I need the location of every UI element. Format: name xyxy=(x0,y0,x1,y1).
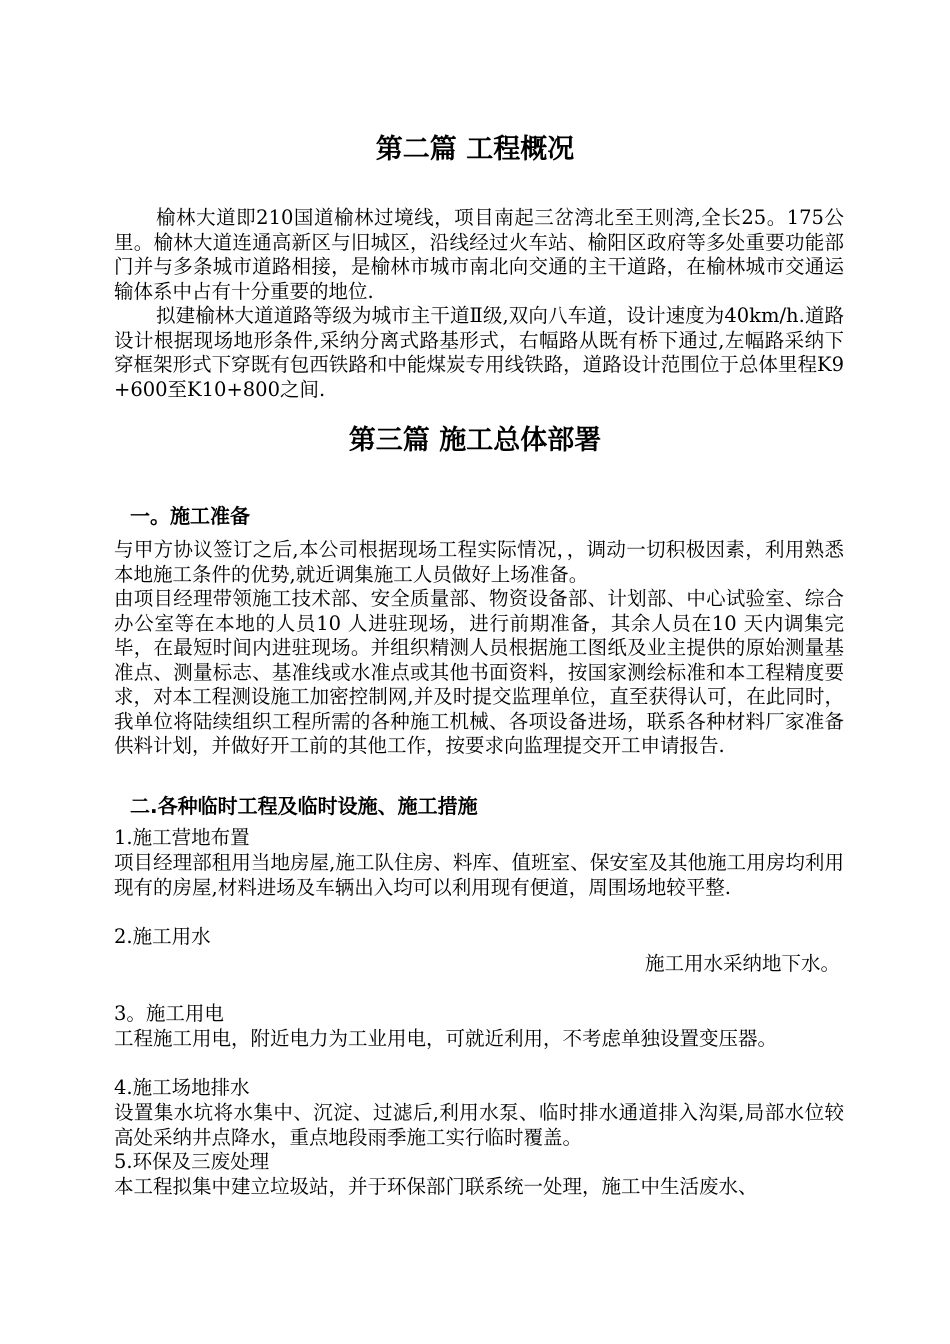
part2-paragraph-1: 榆林大道即210国道榆林过境线，项目南起三岔湾北至王则湾,全长25。175公里。榆林大道连通高新区与旧城区，沿线经过火车站、榆阳区政府等多处重要功能部门并与多条城市道路相接，是榆林市城市南北向交通的主干道路，在榆林城市交通运输体系中占有十分重要的地位. xyxy=(114,206,844,303)
item2-text: 施工用水采纳地下水。 xyxy=(644,952,840,975)
item5-text: 本工程拟集中建立垃圾站，并于环保部门联系统一处理，施工中生活废水、 xyxy=(114,1175,758,1198)
item4-title: 4.施工场地排水 xyxy=(114,1076,250,1099)
part3-title: 第三篇 施工总体部署 xyxy=(348,425,602,456)
item1-text: 项目经理部租用当地房屋,施工队住房、料库、值班室、保安室及其他施工用房均利用现有的房屋,材料进场及车辆出入均可以利用现有便道，周围场地较平整. xyxy=(114,851,844,899)
item3-title: 3。施工用电 xyxy=(114,1002,224,1025)
item3-text: 工程施工用电，附近电力为工业用电，可就近利用，不考虑单独设置变压器。 xyxy=(114,1027,778,1050)
item4-text: 设置集水坑将水集中、沉淀、过滤后,利用水泵、临时排水通道排入沟渠,局部水位较高处采纳井点降水，重点地段雨季施工实行临时覆盖。 xyxy=(114,1101,844,1149)
section1-paragraph-2: 由项目经理带领施工技术部、安全质量部、物资设备部、计划部、中心试验室、综合办公室等在本地的人员10 人进驻现场，进行前期准备，其余人员在10 天内调集完毕，在最短时间内进驻现场。并组织精测人员根据施工图纸及业主提供的原始测量基准点、测量标志、基准线或水准点或其他书面资料，按国家测绘标准和本工程精度要求，对本工程测设施工加密控制网,并及时提交监理单位，直至获得认可，在此同时，我单位将陆续组织工程所需的各种施工机械、各项设备进场，联系各种材料厂家准备供料计划，并做好开工前的其他工作，按要求向监理提交开工申请报告. xyxy=(114,587,844,757)
section1-paragraph-1: 与甲方协议签订之后,本公司根据现场工程实际情况，，调动一切积极因素，利用熟悉本地施工条件的优势,就近调集施工人员做好上场准备。 xyxy=(114,538,844,586)
section2-heading: 二.各种临时工程及临时设施、施工措施 xyxy=(130,794,478,818)
item5-title: 5.环保及三废处理 xyxy=(114,1150,270,1173)
part2-title: 第二篇 工程概况 xyxy=(375,134,575,165)
item1-title: 1.施工营地布置 xyxy=(114,826,250,849)
item2-title: 2.施工用水 xyxy=(114,925,211,948)
part2-paragraph-2: 拟建榆林大道道路等级为城市主干道Ⅱ级,双向八车道，设计速度为40km/h.道路设计根据现场地形条件,采纳分离式路基形式，右幅路从既有桥下通过,左幅路采纳下穿框架形式下穿既有包西铁路和中能煤炭专用线铁路，道路设计范围位于总体里程K9+600至K10+800之间. xyxy=(114,304,844,401)
section1-heading: 一。施工准备 xyxy=(130,504,250,528)
